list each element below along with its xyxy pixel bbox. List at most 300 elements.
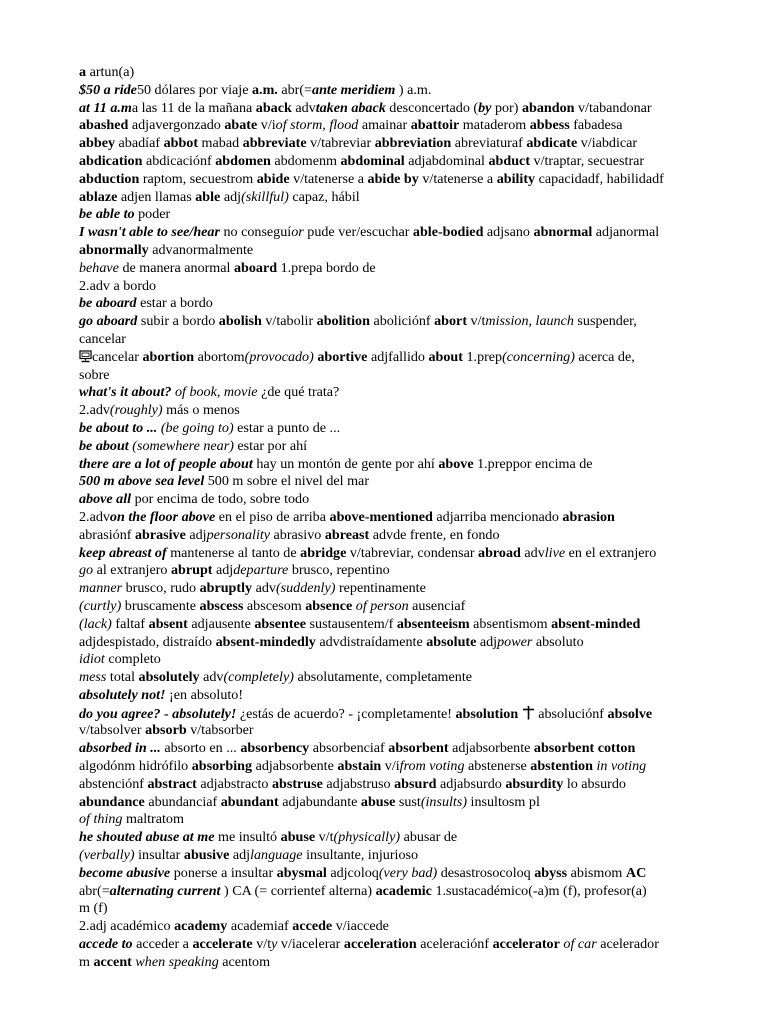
definition-text: al extranjero [93, 562, 171, 579]
definition-text: aceleraciónf [416, 936, 493, 953]
headword: abstain [337, 758, 382, 775]
usage-note: (suddenly) [275, 580, 336, 597]
usage-note: (be going to) [160, 419, 234, 436]
definition-text: acerca de, [574, 348, 635, 365]
headword: academy [174, 918, 228, 935]
entry-line [79, 402, 699, 420]
entry-line [79, 865, 699, 883]
definition-text: por) [491, 99, 522, 116]
definition-text: insultante, injurioso [302, 847, 419, 864]
headword: abnormal [533, 224, 593, 241]
headword: abbess [529, 117, 570, 134]
entry-line [79, 811, 699, 829]
entry-line [79, 331, 699, 349]
definition-text: adjavergonzado [128, 117, 225, 134]
cross-icon [522, 705, 535, 726]
definition-text: lo absurdo [563, 775, 626, 792]
headword: able [195, 188, 221, 205]
definition-text: repentinamente [335, 580, 426, 597]
entry-line [79, 687, 699, 705]
headword: abbreviation [374, 135, 452, 152]
example-phrase: be about to ... [79, 419, 158, 436]
headword: absorbency [240, 740, 310, 757]
usage-note: mission, launch [485, 313, 574, 330]
usage-note: power [497, 633, 533, 650]
definition-text: adjsano [483, 224, 534, 241]
definition-text: ) a.m. [395, 81, 432, 98]
headword: abstruse [271, 775, 323, 792]
headword: abbreviate [242, 135, 307, 152]
example-phrase: be able to [79, 206, 135, 223]
definition-text: acceder a [132, 936, 193, 953]
entry-line [79, 954, 699, 972]
definition-text: por encima de todo, sobre todo [131, 491, 310, 508]
headword: abdominal [340, 152, 405, 169]
headword: absenteeism [396, 615, 470, 632]
definition-text: v/tabolir [261, 313, 317, 330]
entry-line [79, 384, 699, 402]
entry-line [79, 100, 699, 118]
headword: abrasive [134, 526, 186, 543]
headword: abdomen [215, 152, 271, 169]
entry-line [79, 545, 699, 563]
definition-text: ausenciaf [408, 597, 466, 614]
definition-text: absoluto [532, 633, 584, 650]
example-phrase: ante meridiem [312, 81, 396, 98]
entry-line [79, 829, 699, 847]
usage-note: (curtly) [79, 597, 122, 614]
definition-text: abrasivo [270, 526, 325, 543]
definition-text: m (f) [79, 900, 108, 917]
definition-text: adv [291, 99, 316, 116]
definition-text: abadíaf [115, 135, 164, 152]
example-phrase: there are a lot of people about [79, 455, 253, 472]
definition-text: bruscamente [121, 597, 200, 614]
definition-text: suspender, [573, 313, 637, 330]
headword: abort [434, 313, 468, 330]
definition-text: ¿de qué trata? [257, 384, 340, 401]
example-phrase: $50 a ride [79, 81, 137, 98]
entry-line [79, 900, 699, 918]
definition-text: 1.prep [462, 348, 503, 365]
definition-text: acelerador [596, 936, 659, 953]
example-phrase: alternating current [109, 882, 221, 899]
usage-note: (provocado) [244, 348, 314, 365]
definition-text: v/i [381, 758, 400, 775]
entry-line [79, 295, 699, 313]
entry-line [79, 580, 699, 598]
usage-note: (insults) [420, 793, 468, 810]
definition-text: más o menos [162, 402, 240, 419]
headword: abdicate [526, 135, 578, 152]
headword: abashed [79, 117, 129, 134]
headword: absent-mindedly [215, 633, 316, 650]
headword: abnormally [79, 241, 149, 258]
headword: abuse [360, 793, 396, 810]
definition-text: adjdespistado, distraído [79, 633, 216, 650]
headword: abysmal [276, 864, 327, 881]
example-phrase: accede to [79, 936, 133, 953]
definition-text: acentom [218, 953, 271, 970]
definition-text: absorbenciaf [309, 740, 389, 757]
example-phrase: 500 m above sea level [79, 473, 205, 490]
definition-text: amainar [358, 117, 411, 134]
headword: absurdity [505, 775, 564, 792]
definition-text: cancelar [92, 348, 143, 365]
entry-line [79, 918, 699, 936]
example-phrase: what's it about? [79, 384, 172, 401]
definition-text: a las 11 de la mañana [131, 99, 256, 116]
definition-text: abreviaturaf [451, 135, 527, 152]
definition-text: v/t [315, 829, 334, 846]
definition-text: 2.adv [79, 402, 110, 419]
definition-text: adj [212, 562, 234, 579]
usage-note: or [291, 224, 304, 241]
entry-line [79, 367, 699, 385]
headword: abortion [142, 348, 195, 365]
example-phrase: absorbed in ... [79, 740, 161, 757]
headword: abstract [147, 775, 197, 792]
example-phrase: be about [79, 437, 129, 454]
entry-line [79, 794, 699, 812]
entry-line [79, 438, 699, 456]
definition-text: v/iacelerar [277, 936, 344, 953]
headword: able-bodied [412, 224, 484, 241]
usage-note: mess [79, 669, 107, 686]
example-phrase: he shouted abuse at me [79, 829, 215, 846]
headword: a [79, 64, 87, 80]
headword: AC [625, 864, 647, 881]
entry-line [79, 616, 699, 634]
definition-text: sobre [79, 366, 110, 383]
definition-text: sustausentem/f [306, 615, 397, 632]
definition-text: v/tabandonar [574, 99, 652, 116]
example-phrase: by [478, 99, 492, 116]
definition-text: abundanciaf [144, 793, 221, 810]
example-phrase: on the floor above [109, 508, 216, 525]
definition-text: hay un montón de gente por ahí [252, 455, 439, 472]
headword: about [428, 348, 463, 365]
usage-note: language [250, 847, 303, 864]
definition-text: adj [185, 526, 207, 543]
headword: absent [148, 615, 188, 632]
usage-note: y [271, 936, 278, 953]
headword: abrasion [562, 508, 615, 525]
headword: abstention [530, 758, 593, 775]
headword: abduction [79, 170, 140, 187]
headword: abundance [79, 793, 145, 810]
headword: abduct [488, 152, 531, 169]
entry-line [79, 847, 699, 865]
entry-line [79, 722, 699, 740]
definition-text: desconcertado ( [385, 99, 479, 116]
definition-text: academiaf [227, 918, 293, 935]
definition-text: insultosm pl [467, 793, 540, 810]
definition-text: v/i [257, 117, 276, 134]
usage-note: idiot [79, 651, 105, 668]
entry-line [79, 242, 699, 260]
usage-note: (lack) [79, 615, 112, 632]
entry-line [79, 776, 699, 794]
definition-text: abrasiónf [79, 526, 135, 543]
headword: abide [256, 170, 290, 187]
headword: abrupt [170, 562, 213, 579]
headword: abundant [220, 793, 279, 810]
definition-text: estar por ahí [233, 437, 308, 454]
entry-line [79, 669, 699, 687]
definition-text: adjabdominal [404, 152, 489, 169]
headword: abolish [218, 313, 262, 330]
usage-note: go [79, 562, 94, 579]
definition-text: abusar de [400, 829, 458, 846]
definition-text: absentismom [469, 615, 552, 632]
definition-text: adjarriba mencionado [432, 508, 563, 525]
definition-text: abstenciónf [79, 775, 148, 792]
definition-text: 1.prepa bordo de [277, 259, 376, 276]
headword: acceleration [343, 936, 417, 953]
usage-note: of book, movie [174, 384, 258, 401]
definition-text: poder [134, 206, 171, 223]
definition-text: en el extranjero [565, 544, 657, 561]
usage-note: (physically) [333, 829, 401, 846]
usage-note: departure [233, 562, 289, 579]
definition-text: adjabstracto [196, 775, 272, 792]
definition-text: absorto en ... [160, 740, 241, 757]
definition-text: 1.sustacadémico(-a)m (f), profesor(a) [431, 882, 647, 899]
definition-text: adj [476, 633, 498, 650]
definition-text: capaz, hábil [288, 188, 360, 205]
headword: aback [255, 99, 292, 116]
definition-text: 2.adv [79, 508, 110, 525]
definition-text: maltratom [122, 811, 184, 828]
definition-text: v/iaccede [332, 918, 389, 935]
usage-note: of person [355, 597, 409, 614]
definition-text: adv [520, 544, 545, 561]
entry-line [79, 349, 699, 367]
definition-text: raptom, secuestrom [139, 170, 257, 187]
definition-text: adj [220, 188, 242, 205]
definition-text: 500 m sobre el nivel del mar [204, 473, 370, 490]
example-phrase: keep abreast of [79, 544, 167, 561]
usage-note: behave [79, 259, 119, 276]
entry-line [79, 473, 699, 491]
dictionary-page [79, 64, 699, 972]
headword: absorbent [388, 740, 449, 757]
usage-note: (skillful) [241, 188, 289, 205]
headword: abyss [534, 864, 568, 881]
definition-text: abstenerse [464, 758, 531, 775]
definition-text: absolutamente, completamente [293, 669, 472, 686]
definition-text: v/tatenerse a [418, 170, 497, 187]
definition-text: cancelar [79, 330, 126, 347]
headword: absurd [394, 775, 437, 792]
entry-line [79, 562, 699, 580]
definition-text: 2.adj académico [79, 918, 175, 935]
definition-text: pude ver/escuchar [303, 224, 413, 241]
definition-text: estar a bordo [136, 295, 213, 312]
headword: absolute [426, 633, 477, 650]
entry-line [79, 64, 699, 82]
example-phrase: become abusive [79, 864, 171, 881]
entry-line [79, 82, 699, 100]
definition-text: sust [395, 793, 421, 810]
definition-text: v/traptar, secuestrar [530, 152, 645, 169]
headword: abortive [317, 348, 368, 365]
usage-note: of car [563, 936, 597, 953]
definition-text: fabadesa [569, 117, 623, 134]
definition-text: abr(= [79, 882, 110, 899]
example-phrase: go aboard [79, 313, 138, 330]
definition-text: v/tabsorber [186, 722, 254, 739]
entry-line [79, 206, 699, 224]
definition-text: v/tabreviar [306, 135, 375, 152]
entry-line [79, 456, 699, 474]
headword: abridge [300, 544, 347, 561]
headword: accede [292, 918, 333, 935]
usage-note: (very bad) [378, 864, 438, 881]
example-phrase: I wasn't able to see/hear [79, 224, 220, 241]
definition-text: ¡en absoluto! [165, 686, 244, 703]
definition-text: faltaf [111, 615, 149, 632]
usage-note: (concerning) [502, 348, 575, 365]
example-phrase: be aboard [79, 295, 137, 312]
headword: abattoir [410, 117, 460, 134]
definition-text: completo [104, 651, 161, 668]
headword: abate [224, 117, 258, 134]
definition-text: adjcoloq [326, 864, 379, 881]
usage-note: manner [79, 580, 123, 597]
headword: above [438, 455, 474, 472]
usage-note: in voting [596, 758, 647, 775]
example-phrase: above all [79, 491, 132, 508]
headword: abandon [521, 99, 575, 116]
entry-line [79, 491, 699, 509]
headword: absence [305, 597, 353, 614]
headword: above-mentioned [329, 508, 433, 525]
headword: absolve [607, 705, 653, 722]
definition-text: total [106, 669, 139, 686]
definition-text: no conseguí [219, 224, 292, 241]
headword: absorbent cotton [533, 740, 636, 757]
definition-text: brusco, rudo [122, 580, 200, 597]
headword: abroad [478, 544, 521, 561]
definition-text: desastrosocoloq [437, 864, 535, 881]
definition-text: adjabstruso [322, 775, 395, 792]
headword: abolition [316, 313, 370, 330]
definition-text: adjabundante [278, 793, 361, 810]
definition-text: v/tabreviar, condensar [346, 544, 479, 561]
entry-line [79, 260, 699, 278]
definition-text: me insultó [214, 829, 281, 846]
headword: accelerator [492, 936, 560, 953]
definition-text: artun(a) [86, 64, 135, 80]
entry-line [79, 117, 699, 135]
definition-text: v/tatenerse a [289, 170, 368, 187]
headword: abusive [183, 847, 230, 864]
example-phrase: absolutely not! [79, 686, 166, 703]
entry-line [79, 936, 699, 954]
headword: abbey [79, 135, 116, 152]
definition-text: adjabsorbente [448, 740, 534, 757]
headword: academic [375, 882, 432, 899]
definition-text: en el piso de arriba [215, 508, 330, 525]
definition-text: algodónm hidrófilo [79, 758, 192, 775]
headword: abdication [79, 152, 143, 169]
headword: abide by [367, 170, 419, 187]
usage-note: live [544, 544, 566, 561]
definition-text: 1.preppor encima de [473, 455, 593, 472]
definition-text: abismom [567, 864, 626, 881]
headword: absolutely [138, 669, 200, 686]
example-phrase: taken aback [315, 99, 386, 116]
definition-text: ponerse a insultar [170, 864, 277, 881]
definition-text: abr(= [277, 81, 313, 98]
entry-line [79, 883, 699, 901]
definition-text: advanormalmente [148, 241, 254, 258]
definition-text: abdicaciónf [142, 152, 216, 169]
headword: aboard [233, 259, 278, 276]
definition-text: mantenerse al tanto de [166, 544, 301, 561]
usage-note: (verbally) [79, 847, 135, 864]
usage-note: (roughly) [109, 402, 163, 419]
definition-text: absoluciónf [534, 705, 608, 722]
entry-line [79, 313, 699, 331]
entry-line [79, 509, 699, 527]
headword: abruptly [199, 580, 253, 597]
entry-line [79, 171, 699, 189]
headword: ability [496, 170, 536, 187]
definition-text: adjen llamas [117, 188, 196, 205]
definition-text: abdomenm [270, 152, 341, 169]
definition-text: brusco, repentino [288, 562, 390, 579]
definition-text: m [79, 953, 94, 970]
example-phrase: do you agree? - absolutely! [79, 705, 237, 722]
definition-text: abortom [194, 348, 245, 365]
definition-text: adv [252, 580, 276, 597]
definition-text: ¿estás de acuerdo? - ¡completamente! [236, 705, 456, 722]
definition-text: adjabsurdo [436, 775, 506, 792]
entry-line [79, 598, 699, 616]
definition-text: insultar [134, 847, 184, 864]
definition-text: advde frente, en fondo [369, 526, 500, 543]
usage-note: personality [206, 526, 271, 543]
definition-text: mabad [198, 135, 243, 152]
usage-note: of thing [79, 811, 123, 828]
headword: absolution [455, 705, 519, 722]
definition-text: adjfallido [367, 348, 429, 365]
headword: ablaze [79, 188, 118, 205]
definition-text: aboliciónf [369, 313, 435, 330]
headword: absorb [145, 722, 187, 739]
entry-line [79, 153, 699, 171]
definition-text: adjanormal [592, 224, 660, 241]
entry-line [79, 224, 699, 242]
headword: abreast [324, 526, 370, 543]
definition-text: adjausente [187, 615, 255, 632]
entry-line [79, 135, 699, 153]
definition-text: subir a bordo [137, 313, 219, 330]
definition-text: v/tabsolver [79, 722, 146, 739]
entry-line [79, 740, 699, 758]
headword: absentee [254, 615, 307, 632]
entry-line [79, 651, 699, 669]
entry-line [79, 634, 699, 652]
definition-text: de manera anormal [118, 259, 234, 276]
definition-text: capacidadf, habilidadf [535, 170, 664, 187]
usage-note: of storm, flood [275, 117, 359, 134]
entry-line [79, 758, 699, 776]
headword: accent [93, 953, 132, 970]
